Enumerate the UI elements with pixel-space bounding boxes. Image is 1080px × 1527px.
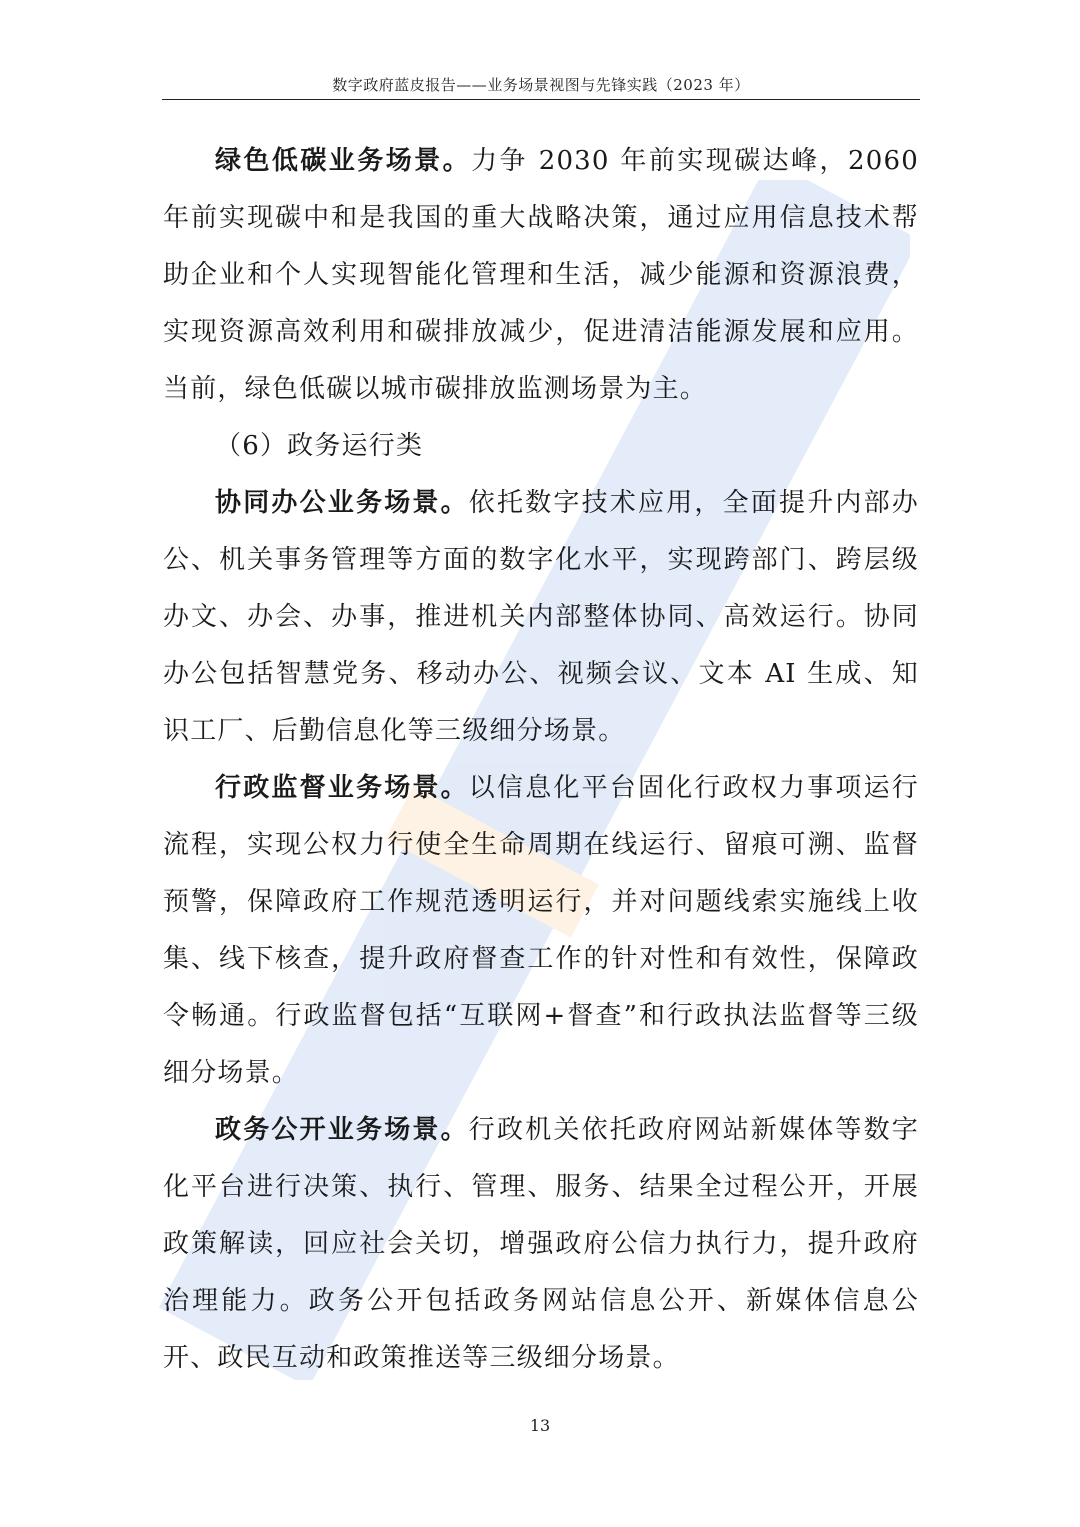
- running-header: 数字政府蓝皮报告——业务场景视图与先锋实践（2023 年）: [332, 76, 750, 94]
- paragraph-lead: 行政监督业务场景。: [215, 773, 469, 803]
- document-body: [163, 133, 919, 1387]
- paragraph-government-openness: [163, 1102, 919, 1387]
- paragraph-text: 依托数字技术应用，全面提升内部办公、机关事务管理等方面的数字化水平，实现跨部门、跨层级办文、办会、办事，推进机关内部整体协同、高效运行。协同办公包括智慧党务、移动办公、视频会议、文本 AI 生成、知识工厂、后勤信息化等三级细分场景。: [163, 488, 919, 746]
- paragraph-text: 力争 2030 年前实现碳达峰，2060 年前实现碳中和是我国的重大战略决策，通过应用信息技术帮助企业和个人实现智能化管理和生活，减少能源和资源浪费，实现资源高效利用和碳排放减少，促进清洁能源发展和应用。当前，绿色低碳以城市碳排放监测场景为主。: [163, 146, 919, 404]
- paragraph-lead: 协同办公业务场景。: [215, 488, 469, 518]
- section-heading: （6）政务运行类: [215, 431, 424, 461]
- paragraph-text: 行政机关依托政府网站新媒体等数字化平台进行决策、执行、管理、服务、结果全过程公开，开展政策解读，回应社会关切，增强政府公信力执行力，提升政府治理能力。政务公开包括政务网站信息公开、新媒体信息公开、政民互动和政策推送等三级细分场景。: [163, 1115, 919, 1373]
- paragraph-lead: 政务公开业务场景。: [215, 1115, 469, 1145]
- header-rule: [162, 99, 920, 100]
- paragraph-administrative-supervision: [163, 760, 919, 1102]
- paragraph-text: 以信息化平台固化行政权力事项运行流程，实现公权力行使全生命周期在线运行、留痕可溯、监督预警，保障政府工作规范透明运行，并对问题线索实施线上收集、线下核查，提升政府督查工作的针对性和有效性，保障政令畅通。行政监督包括“互联网+督查”和行政执法监督等三级细分场景。: [163, 773, 919, 1088]
- page-number: 13: [529, 1416, 551, 1435]
- paragraph-lead: 绿色低碳业务场景。: [215, 146, 472, 176]
- paragraph-green-low-carbon: [163, 133, 919, 418]
- paragraph-collaborative-office: [163, 475, 919, 760]
